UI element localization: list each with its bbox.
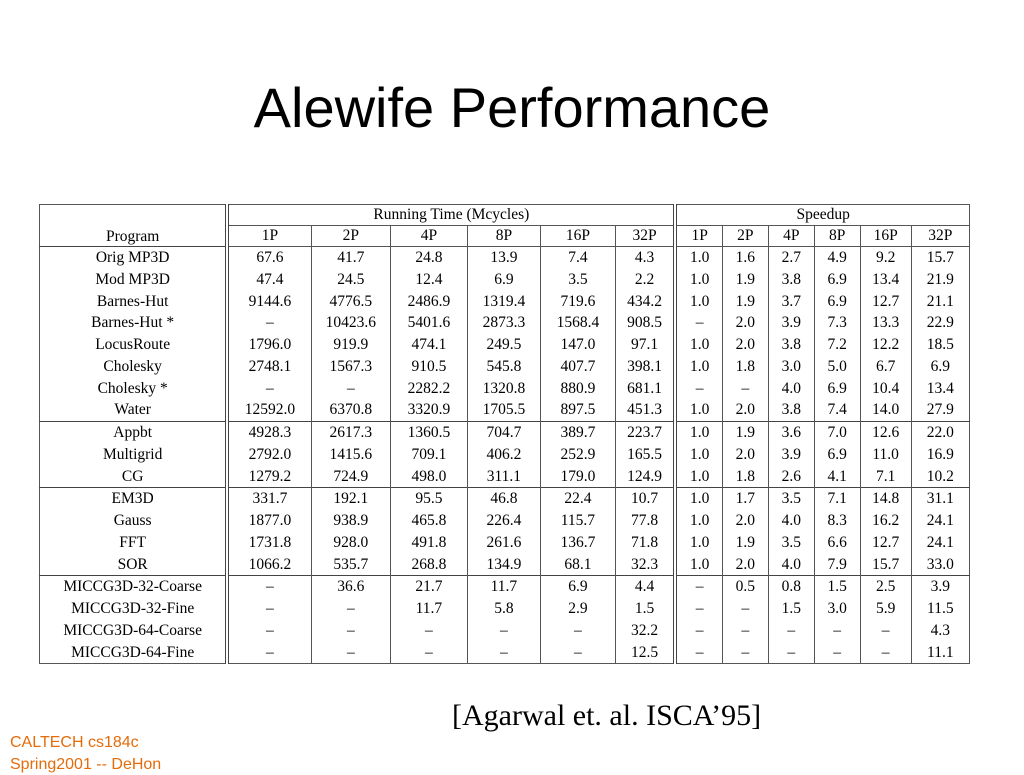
speedup-col-header-32p: 32P	[911, 226, 969, 247]
running-time-cell: 10.7	[615, 488, 675, 510]
speedup-cell: 1.0	[675, 334, 722, 356]
running-time-cell: 4.3	[615, 247, 675, 269]
speedup-cell: 12.7	[860, 532, 911, 554]
speedup-cell: 1.0	[675, 510, 722, 532]
running-time-cell: 2282.2	[391, 378, 468, 400]
running-time-cell: 2486.9	[391, 291, 468, 313]
speedup-cell: 22.9	[911, 312, 969, 334]
table-row	[40, 554, 970, 576]
speedup-cell: 15.7	[911, 247, 969, 269]
running-time-cell: 389.7	[541, 422, 616, 444]
running-time-cell: 880.9	[541, 378, 616, 400]
speedup-cell: 7.0	[814, 422, 860, 444]
running-time-cell: 331.7	[227, 488, 311, 510]
speedup-cell: –	[675, 642, 722, 664]
speedup-cell: 6.9	[814, 378, 860, 400]
running-time-cell: 1320.8	[467, 378, 540, 400]
table-row	[40, 334, 970, 356]
speedup-cell: 3.5	[768, 488, 814, 510]
program-name-cell: CG	[121, 467, 144, 485]
running-time-cell: 95.5	[391, 488, 468, 510]
running-time-cell: –	[311, 598, 391, 620]
speedup-cell: 1.0	[675, 466, 722, 488]
program-name-cell: LocusRoute	[95, 336, 171, 354]
table-row	[40, 576, 970, 598]
running-time-cell: 134.9	[467, 554, 540, 576]
speedup-cell: –	[675, 576, 722, 598]
running-time-cell: 11.7	[391, 598, 468, 620]
running-time-cell: –	[391, 642, 468, 664]
speedup-cell: 6.6	[814, 532, 860, 554]
running-time-cell: 681.1	[615, 378, 675, 400]
speedup-cell: 5.0	[814, 356, 860, 378]
running-time-cell: 1877.0	[227, 510, 311, 532]
speedup-cell: 4.0	[768, 510, 814, 532]
running-time-cell: 719.6	[541, 291, 616, 313]
table-row	[40, 532, 970, 554]
program-name-cell: Cholesky	[103, 357, 162, 375]
program-name-cell: MICCG3D-32-Fine	[71, 600, 195, 618]
running-time-cell: 36.6	[311, 576, 391, 598]
speedup-cell: 1.9	[722, 532, 768, 554]
running-time-cell: –	[227, 598, 311, 620]
speedup-cell: 33.0	[911, 554, 969, 576]
running-time-cell: 928.0	[311, 532, 391, 554]
running-time-cell: 3.5	[541, 269, 616, 291]
speedup-cell: 1.8	[722, 466, 768, 488]
running-time-cell: 12592.0	[227, 399, 311, 421]
running-time-cell: –	[227, 378, 311, 400]
speedup-cell: –	[675, 312, 722, 334]
speedup-col-header-16p: 16P	[860, 226, 911, 247]
running-time-cell: 1.5	[615, 598, 675, 620]
running-time-cell: 1796.0	[227, 334, 311, 356]
running-time-cell: 24.5	[311, 269, 391, 291]
running-time-cell: 1705.5	[467, 399, 540, 421]
program-name-cell: MICCG3D-32-Coarse	[40, 576, 228, 598]
running-time-cell: 47.4	[227, 269, 311, 291]
running-time-cell: 704.7	[467, 422, 540, 444]
speedup-cell: 1.8	[722, 356, 768, 378]
running-time-cell: –	[391, 620, 468, 642]
speedup-cell: 14.0	[860, 399, 911, 421]
running-time-cell: 897.5	[541, 399, 616, 421]
speedup-cell: 4.0	[768, 378, 814, 400]
speedup-cell: 6.9	[814, 291, 860, 313]
speedup-cell: 8.3	[814, 510, 860, 532]
running-time-cell: 32.2	[615, 620, 675, 642]
program-name-cell: Gauss	[113, 512, 152, 530]
speedup-cell: 4.3	[911, 620, 969, 642]
speedup-cell: 7.3	[814, 312, 860, 334]
speedup-cell: 1.0	[675, 554, 722, 576]
program-name-cell: Barnes-Hut	[96, 292, 169, 310]
running-time-cell: 535.7	[311, 554, 391, 576]
header-row-groups	[40, 205, 970, 226]
running-time-cell: 545.8	[467, 356, 540, 378]
speedup-cell: –	[675, 620, 722, 642]
speedup-cell: 0.5	[722, 576, 768, 598]
running-time-cell: 67.6	[227, 247, 311, 269]
speedup-col-header-2p: 2P	[722, 226, 768, 247]
table-row	[40, 269, 970, 291]
running-time-cell: 1279.2	[227, 466, 311, 488]
speedup-cell: 10.2	[911, 466, 969, 488]
program-name-cell: EM3D	[40, 488, 228, 510]
speedup-cell: 3.8	[768, 269, 814, 291]
speedup-cell: 6.9	[814, 444, 860, 466]
running-time-cell: 12.4	[391, 269, 468, 291]
speedup-cell: 1.9	[722, 291, 768, 313]
speedup-cell: 16.2	[860, 510, 911, 532]
speedup-cell: 4.9	[814, 247, 860, 269]
running-time-cell: 24.8	[391, 247, 468, 269]
speedup-cell: 1.0	[675, 532, 722, 554]
speedup-cell: 27.9	[911, 399, 969, 421]
speedup-cell: 11.5	[911, 598, 969, 620]
running-time-cell: –	[541, 642, 616, 664]
speedup-cell: 21.1	[911, 291, 969, 313]
running-time-cell: 6.9	[541, 576, 616, 598]
speedup-cell: 15.7	[860, 554, 911, 576]
speedup-cell: 1.0	[675, 444, 722, 466]
speedup-cell: 2.0	[722, 399, 768, 421]
speedup-cell: 1.9	[722, 269, 768, 291]
speedup-cell: 3.5	[768, 532, 814, 554]
running-time-cell: –	[311, 620, 391, 642]
running-time-cell: –	[541, 620, 616, 642]
performance-table-container	[39, 204, 970, 666]
speedup-cell: 1.0	[675, 422, 722, 444]
speedup-cell: 12.2	[860, 334, 911, 356]
program-name-cell: Appbt	[40, 422, 228, 444]
running-time-cell: 268.8	[391, 554, 468, 576]
table-row	[40, 620, 970, 642]
table-row	[40, 312, 970, 334]
running-time-cell: 2617.3	[311, 422, 391, 444]
speedup-cell: 7.1	[860, 466, 911, 488]
speedup-cell: 2.6	[768, 466, 814, 488]
running-time-cell: 179.0	[541, 466, 616, 488]
running-time-cell: –	[467, 620, 540, 642]
speedup-cell: –	[675, 598, 722, 620]
program-name-cell: Multigrid	[102, 445, 163, 463]
running-time-cell: 1066.2	[227, 554, 311, 576]
running-time-cell: 451.3	[615, 399, 675, 421]
running-time-cell: 498.0	[391, 466, 468, 488]
running-time-cell: 2.2	[615, 269, 675, 291]
running-time-cell: 124.9	[615, 466, 675, 488]
speedup-cell: 6.9	[911, 356, 969, 378]
table-row	[40, 488, 970, 510]
running-time-cell: 226.4	[467, 510, 540, 532]
speedup-cell: –	[860, 620, 911, 642]
speedup-cell: 3.9	[911, 576, 969, 598]
running-time-cell: 709.1	[391, 444, 468, 466]
speedup-cell: 7.1	[814, 488, 860, 510]
table-row	[40, 291, 970, 313]
running-time-cell: 2792.0	[227, 444, 311, 466]
citation: [Agarwal et. al. ISCA’95]	[452, 699, 762, 732]
running-time-cell: –	[467, 642, 540, 664]
running-time-cell: –	[227, 642, 311, 664]
running-time-cell: 71.8	[615, 532, 675, 554]
running-time-cell: 1415.6	[311, 444, 391, 466]
running-time-cell: –	[311, 642, 391, 664]
running-time-group-header: Running Time (Mcycles)	[227, 205, 675, 226]
running-time-cell: 465.8	[391, 510, 468, 532]
speedup-cell: 1.5	[814, 576, 860, 598]
program-name-cell: Cholesky *	[97, 379, 168, 397]
time-col-header-1p: 1P	[227, 226, 311, 247]
running-time-cell: 407.7	[541, 356, 616, 378]
running-time-cell: 97.1	[615, 334, 675, 356]
speedup-cell: 2.0	[722, 312, 768, 334]
speedup-group-header: Speedup	[675, 205, 969, 226]
speedup-cell: 2.0	[722, 554, 768, 576]
speedup-cell: 4.1	[814, 466, 860, 488]
running-time-cell: 1360.5	[391, 422, 468, 444]
speedup-cell: 4.0	[768, 554, 814, 576]
running-time-cell: –	[227, 576, 311, 598]
running-time-cell: 1731.8	[227, 532, 311, 554]
speedup-cell: 16.9	[911, 444, 969, 466]
performance-table	[39, 204, 970, 664]
speedup-cell: 22.0	[911, 422, 969, 444]
running-time-cell: 908.5	[615, 312, 675, 334]
speedup-cell: 1.0	[675, 356, 722, 378]
running-time-cell: 13.9	[467, 247, 540, 269]
speedup-cell: –	[722, 620, 768, 642]
running-time-cell: 938.9	[311, 510, 391, 532]
speedup-cell: 18.5	[911, 334, 969, 356]
running-time-cell: 46.8	[467, 488, 540, 510]
running-time-cell: 147.0	[541, 334, 616, 356]
running-time-cell: –	[311, 378, 391, 400]
speedup-cell: 6.7	[860, 356, 911, 378]
running-time-cell: 249.5	[467, 334, 540, 356]
speedup-cell: 1.9	[722, 422, 768, 444]
speedup-cell: 24.1	[911, 532, 969, 554]
speedup-cell: –	[814, 620, 860, 642]
time-col-header-2p: 2P	[311, 226, 391, 247]
speedup-cell: 3.8	[768, 399, 814, 421]
speedup-cell: 13.3	[860, 312, 911, 334]
speedup-cell: 21.9	[911, 269, 969, 291]
time-col-header-32p: 32P	[615, 226, 675, 247]
table-row	[40, 598, 970, 620]
table-row	[40, 642, 970, 664]
speedup-cell: 7.4	[814, 399, 860, 421]
running-time-cell: 398.1	[615, 356, 675, 378]
running-time-cell: 1319.4	[467, 291, 540, 313]
running-time-cell: 32.3	[615, 554, 675, 576]
speedup-cell: –	[768, 642, 814, 664]
table-row	[40, 444, 970, 466]
speedup-cell: 13.4	[911, 378, 969, 400]
running-time-cell: 434.2	[615, 291, 675, 313]
speedup-cell: 2.5	[860, 576, 911, 598]
speedup-cell: 1.0	[675, 399, 722, 421]
table-row	[40, 422, 970, 444]
speedup-cell: 6.9	[814, 269, 860, 291]
running-time-cell: 9144.6	[227, 291, 311, 313]
running-time-cell: 223.7	[615, 422, 675, 444]
running-time-cell: 41.7	[311, 247, 391, 269]
table-row	[40, 247, 970, 269]
speedup-cell: 12.6	[860, 422, 911, 444]
speedup-cell: –	[814, 642, 860, 664]
speedup-cell: 31.1	[911, 488, 969, 510]
speedup-cell: 14.8	[860, 488, 911, 510]
running-time-cell: 406.2	[467, 444, 540, 466]
running-time-cell: –	[227, 312, 311, 334]
program-name-cell: Barnes-Hut *	[91, 314, 175, 332]
speedup-cell: 2.0	[722, 510, 768, 532]
running-time-cell: 910.5	[391, 356, 468, 378]
speedup-cell: 5.9	[860, 598, 911, 620]
speedup-cell: 1.6	[722, 247, 768, 269]
speedup-cell: 3.0	[768, 356, 814, 378]
speedup-cell: 2.0	[722, 444, 768, 466]
speedup-col-header-1p: 1P	[675, 226, 722, 247]
table-row	[40, 356, 970, 378]
speedup-cell: 2.0	[722, 334, 768, 356]
slide-title: Alewife Performance	[253, 76, 771, 139]
program-name-cell: SOR	[117, 555, 148, 573]
speedup-cell: 24.1	[911, 510, 969, 532]
speedup-cell: 7.9	[814, 554, 860, 576]
running-time-cell: 115.7	[541, 510, 616, 532]
running-time-cell: 4776.5	[311, 291, 391, 313]
running-time-cell: 1567.3	[311, 356, 391, 378]
running-time-cell: 252.9	[541, 444, 616, 466]
running-time-cell: 2.9	[541, 598, 616, 620]
running-time-cell: –	[227, 620, 311, 642]
speedup-cell: –	[860, 642, 911, 664]
table-row	[40, 510, 970, 532]
footer-term-author: Spring2001 -- DeHon	[10, 756, 162, 773]
speedup-cell: 11.0	[860, 444, 911, 466]
time-col-header-16p: 16P	[541, 226, 616, 247]
speedup-cell: 7.2	[814, 334, 860, 356]
speedup-cell: 11.1	[911, 642, 969, 664]
speedup-cell: –	[675, 378, 722, 400]
speedup-cell: 1.5	[768, 598, 814, 620]
speedup-cell: 3.9	[768, 312, 814, 334]
speedup-cell: 10.4	[860, 378, 911, 400]
speedup-cell: 2.7	[768, 247, 814, 269]
running-time-cell: 4.4	[615, 576, 675, 598]
running-time-cell: 261.6	[467, 532, 540, 554]
running-time-cell: 3320.9	[391, 399, 468, 421]
running-time-cell: 474.1	[391, 334, 468, 356]
running-time-cell: 724.9	[311, 466, 391, 488]
running-time-cell: 68.1	[541, 554, 616, 576]
running-time-cell: 4928.3	[227, 422, 311, 444]
running-time-cell: 919.9	[311, 334, 391, 356]
running-time-cell: 12.5	[615, 642, 675, 664]
time-col-header-8p: 8P	[467, 226, 540, 247]
speedup-col-header-4p: 4P	[768, 226, 814, 247]
program-name-cell: Mod MP3D	[95, 270, 170, 288]
speedup-cell: 3.7	[768, 291, 814, 313]
running-time-cell: 7.4	[541, 247, 616, 269]
program-name-cell: MICCG3D-64-Fine	[71, 643, 195, 661]
speedup-cell: 3.9	[768, 444, 814, 466]
speedup-cell: 3.0	[814, 598, 860, 620]
running-time-cell: 21.7	[391, 576, 468, 598]
table-row	[40, 378, 970, 400]
speedup-cell: 3.6	[768, 422, 814, 444]
running-time-cell: 2873.3	[467, 312, 540, 334]
running-time-cell: 5401.6	[391, 312, 468, 334]
time-col-header-4p: 4P	[391, 226, 468, 247]
program-name-cell: Orig MP3D	[40, 247, 228, 269]
program-name-cell: Water	[114, 401, 151, 419]
running-time-cell: 136.7	[541, 532, 616, 554]
running-time-cell: 11.7	[467, 576, 540, 598]
speedup-cell: 1.0	[675, 247, 722, 269]
running-time-cell: 1568.4	[541, 312, 616, 334]
program-column-header: Program	[105, 227, 160, 245]
running-time-cell: 491.8	[391, 532, 468, 554]
running-time-cell: 77.8	[615, 510, 675, 532]
speedup-cell: 9.2	[860, 247, 911, 269]
speedup-cell: –	[722, 378, 768, 400]
running-time-cell: 192.1	[311, 488, 391, 510]
running-time-cell: 6.9	[467, 269, 540, 291]
program-name-cell: FFT	[119, 533, 147, 551]
running-time-cell: 311.1	[467, 466, 540, 488]
speedup-cell: 1.0	[675, 291, 722, 313]
running-time-cell: 2748.1	[227, 356, 311, 378]
speedup-cell: –	[722, 642, 768, 664]
running-time-cell: 165.5	[615, 444, 675, 466]
speedup-cell: 1.0	[675, 488, 722, 510]
program-name-cell: MICCG3D-64-Coarse	[63, 621, 202, 639]
table-row	[40, 466, 970, 488]
speedup-cell: 13.4	[860, 269, 911, 291]
speedup-cell: –	[722, 598, 768, 620]
speedup-cell: 1.0	[675, 269, 722, 291]
running-time-cell: 5.8	[467, 598, 540, 620]
running-time-cell: 6370.8	[311, 399, 391, 421]
speedup-col-header-8p: 8P	[814, 226, 860, 247]
speedup-cell: 0.8	[768, 576, 814, 598]
running-time-cell: 22.4	[541, 488, 616, 510]
table-row	[40, 399, 970, 421]
speedup-cell: –	[768, 620, 814, 642]
footer-course: CALTECH cs184c	[10, 734, 139, 751]
speedup-cell: 12.7	[860, 291, 911, 313]
speedup-cell: 3.8	[768, 334, 814, 356]
speedup-cell: 1.7	[722, 488, 768, 510]
running-time-cell: 10423.6	[311, 312, 391, 334]
